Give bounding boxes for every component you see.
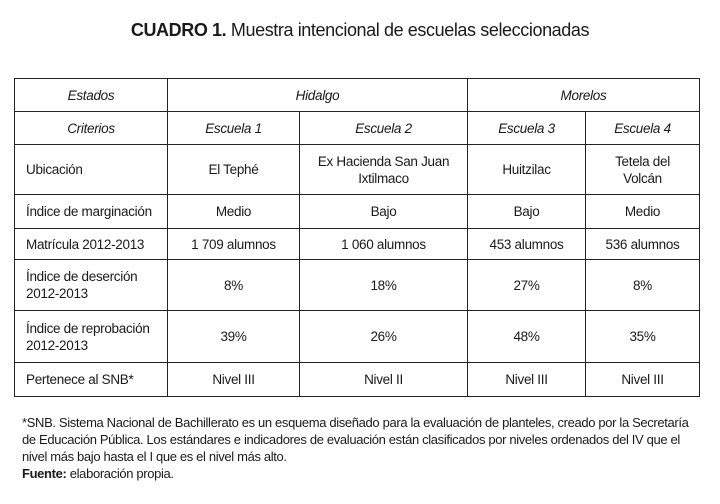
cell-escuela-2 xyxy=(300,363,468,397)
footnote-line: de Educación Pública. Los estándares e indicadores de evaluación están clasificados por niveles ordenados del IV que el xyxy=(22,432,680,447)
cell-escuela-4 xyxy=(586,195,700,229)
footnote-line: nivel más bajo hasta el I que es el nivel más alto. xyxy=(22,449,287,464)
states-header-row xyxy=(15,79,700,112)
cell-escuela-2 xyxy=(300,145,468,195)
cell-escuela-1 xyxy=(168,311,300,363)
cell-escuela-3 xyxy=(468,363,586,397)
schools-table xyxy=(14,78,700,397)
row-label xyxy=(15,145,168,195)
row-label-line: Ubicación xyxy=(26,162,83,177)
cell-escuela-3 xyxy=(468,195,586,229)
school-header-2: Escuela 2 xyxy=(300,112,468,145)
cell-line: Nivel III xyxy=(212,372,255,387)
cell-line: Tetela del xyxy=(615,153,670,169)
row-label xyxy=(15,363,168,397)
cell-escuela-3 xyxy=(468,311,586,363)
table-row xyxy=(15,311,700,363)
cell-line: 18% xyxy=(370,277,397,293)
cell-escuela-3 xyxy=(468,145,586,195)
cell-escuela-4 xyxy=(586,229,700,260)
state-morelos: Morelos xyxy=(468,79,700,112)
cell-escuela-1 xyxy=(168,260,300,311)
cell-line: 48% xyxy=(513,329,540,344)
cell-line: 26% xyxy=(370,329,397,344)
state-hidalgo: Hidalgo xyxy=(168,79,468,112)
row-label xyxy=(15,195,168,229)
cell-escuela-4 xyxy=(586,145,700,195)
row-label xyxy=(15,260,168,311)
row-label xyxy=(15,229,168,260)
cell-escuela-4 xyxy=(586,363,700,397)
cell-line: Nivel III xyxy=(505,372,548,387)
cell-line: El Tephé xyxy=(208,162,259,177)
row-label-line: Pertenece al SNB* xyxy=(26,372,134,387)
cell-line: Medio xyxy=(215,204,252,219)
cell-line: Bajo xyxy=(513,204,540,219)
cell-escuela-1 xyxy=(168,229,300,260)
caption-text: Muestra intencional de escuelas seleccionadas xyxy=(230,20,590,40)
cell-line: 536 alumnos xyxy=(605,236,680,252)
cell-line: Bajo xyxy=(370,204,397,219)
row-label xyxy=(15,311,168,363)
cell-escuela-2 xyxy=(300,260,468,311)
cell-line: Medio xyxy=(624,204,661,219)
cell-line: Ex Hacienda San Juan xyxy=(317,153,450,169)
states-header-label: Estados xyxy=(15,79,168,112)
cell-escuela-1 xyxy=(168,363,300,397)
cell-line: Ixtilmaco xyxy=(358,170,409,186)
row-label-line: 2012-2013 xyxy=(26,337,88,353)
footnote-line: *SNB. Sistema Nacional de Bachillerato es un esquema diseñado para la evaluación de planteles, creado por la Secretaría xyxy=(22,415,689,430)
source-label: Fuente: xyxy=(22,466,67,481)
criteria-header-label: Criterios xyxy=(15,112,168,145)
table-row xyxy=(15,195,700,229)
criteria-header-row xyxy=(15,112,700,145)
cell-line: 8% xyxy=(224,277,243,293)
cell-line: 1 060 alumnos xyxy=(341,236,426,252)
cell-escuela-3 xyxy=(468,229,586,260)
row-label-line: Índice de marginación xyxy=(26,204,152,219)
cell-escuela-1 xyxy=(168,145,300,195)
cell-escuela-1 xyxy=(168,195,300,229)
school-header-3: Escuela 3 xyxy=(468,112,586,145)
cell-escuela-2 xyxy=(300,195,468,229)
table-caption xyxy=(0,20,720,41)
cell-escuela-2 xyxy=(300,311,468,363)
row-label-line: Matrícula 2012-2013 xyxy=(26,236,145,252)
cell-escuela-3 xyxy=(468,260,586,311)
caption-label: CUADRO 1. xyxy=(130,20,227,40)
cell-line: 35% xyxy=(629,329,656,344)
cell-escuela-2 xyxy=(300,229,468,260)
cell-line: Nivel II xyxy=(364,372,403,387)
source-text: elaboración propia. xyxy=(69,466,174,481)
cell-line: 8% xyxy=(633,277,652,293)
cell-line: Huitzilac xyxy=(502,162,551,177)
cell-line: Nivel III xyxy=(621,372,664,387)
row-label-line: Índice de deserción xyxy=(26,269,138,284)
school-header-1: Escuela 1 xyxy=(168,112,300,145)
cell-line: 1 709 alumnos xyxy=(191,236,276,252)
cell-escuela-4 xyxy=(586,260,700,311)
row-label-line: Índice de reprobación xyxy=(26,320,150,336)
cell-line: 453 alumnos xyxy=(489,236,564,252)
source-line xyxy=(22,465,712,482)
school-header-4: Escuela 4 xyxy=(586,112,700,145)
cell-line: 39% xyxy=(220,329,247,344)
cell-escuela-4 xyxy=(586,311,700,363)
cell-line: 27% xyxy=(513,277,540,293)
table-notes xyxy=(22,414,712,482)
table-row xyxy=(15,229,700,260)
table-row xyxy=(15,260,700,311)
cell-line: Volcán xyxy=(623,170,662,186)
table-row xyxy=(15,363,700,397)
row-label-line: 2012-2013 xyxy=(26,286,88,301)
table-row xyxy=(15,145,700,195)
